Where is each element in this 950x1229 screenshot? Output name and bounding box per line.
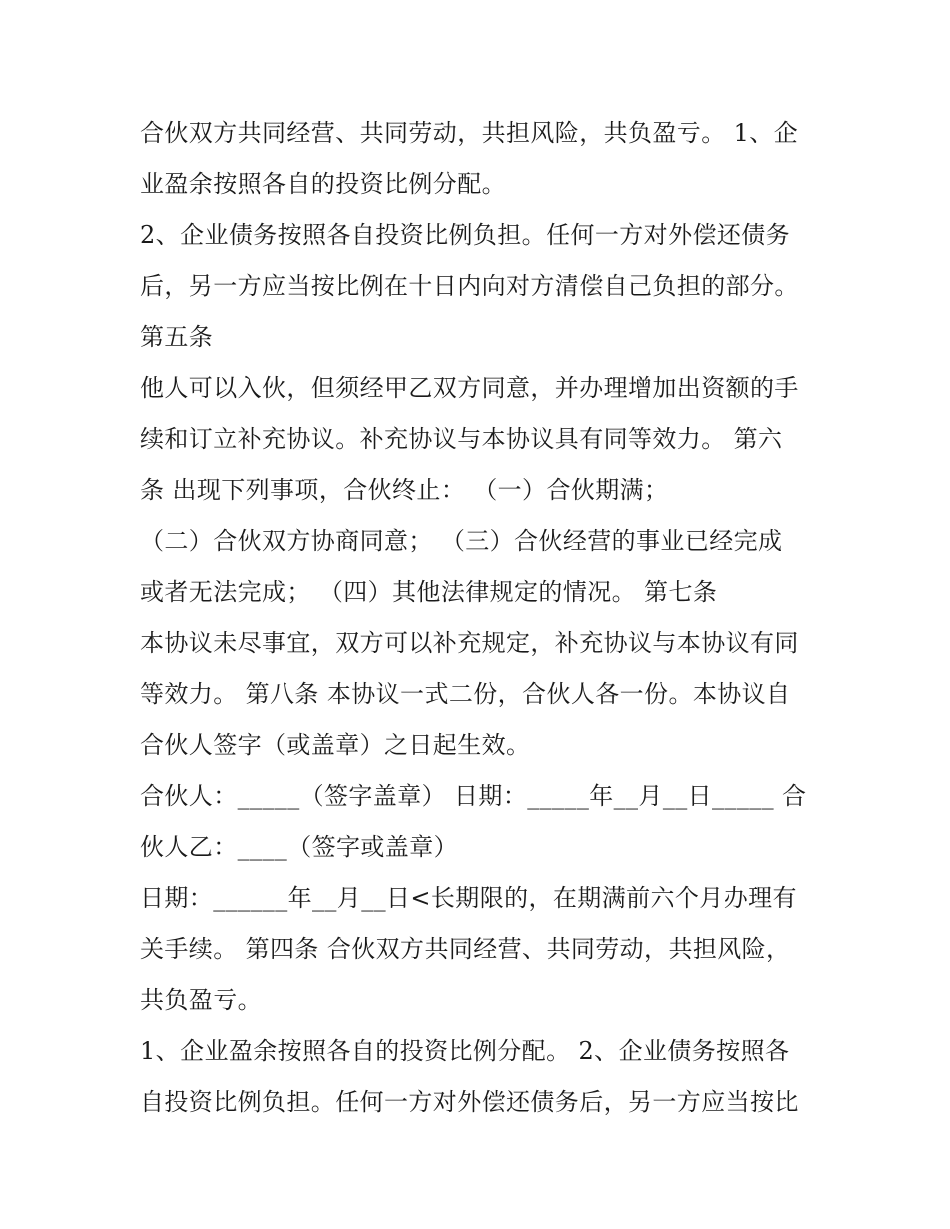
text-line: 他人可以入伙，但须经甲乙双方同意，并办理增加出资额的手 [140,374,799,402]
section-heading: 第五条 [140,323,214,351]
text-line: 后，另一方应当按比例在十日内向对方清偿自己负担的部分。 [140,272,799,300]
text-line: 关手续。 第四条 合伙双方共同经营、共同劳动，共担风险， [140,935,791,963]
document-body [140,108,820,1128]
text-line: 续和订立补充协议。补充协议与本协议具有同等效力。 第六 [140,425,783,453]
text-line: 条 出现下列事项，合伙终止： （一）合伙期满； [140,476,669,504]
text-line: 本协议未尽事宜，双方可以补充规定，补充协议与本协议有同 [140,629,799,657]
signature-line: 伙人乙：____（签字或盖章） [140,833,458,861]
text-line: 合伙人签字（或盖章）之日起生效。 [140,731,531,759]
text-line: 共负盈亏。 [140,986,262,1014]
text-line: 业盈余按照各自的投资比例分配。 [140,170,506,198]
text-line: 自投资比例负担。任何一方对外偿还债务后，另一方应当按比 [140,1088,799,1116]
text-line: 2、企业债务按照各自投资比例负担。任何一方对外偿还债务 [140,221,791,249]
text-line: 1、企业盈余按照各自的投资比例分配。 2、企业债务按照各 [140,1037,790,1065]
text-line: 或者无法完成； （四）其他法律规定的情况。 第七条 [140,578,718,606]
text-line: 等效力。 第八条 本协议一式二份，合伙人各一份。本协议自 [140,680,791,708]
date-line: 日期：______年__月__日<长期限的，在期满前六个月办理有 [140,884,797,912]
text-line: （二）合伙双方协商同意； （三）合伙经营的事业已经完成 [140,527,783,555]
text-line: 合伙双方共同经营、共同劳动，共担风险，共负盈亏。 1、企 [140,119,799,147]
signature-line: 合伙人：_____（签字盖章） 日期：_____年__月__日_____ 合 [140,782,807,810]
